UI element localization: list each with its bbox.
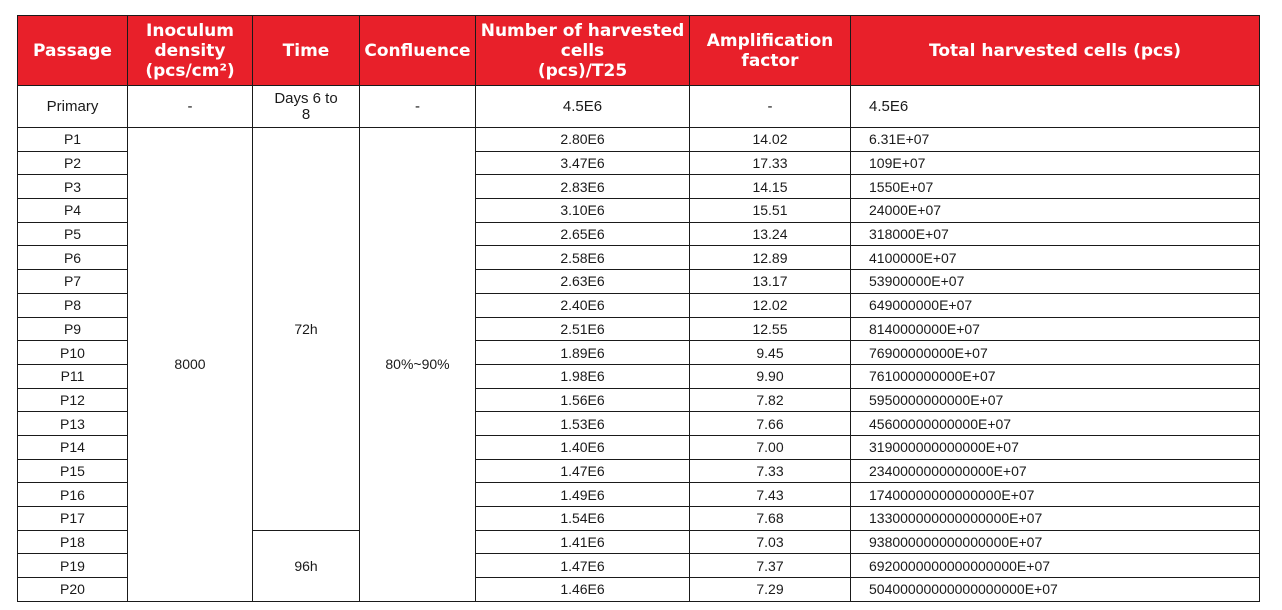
header-harvested-line-2: cells	[560, 40, 605, 61]
cell-total: 109E+07	[851, 151, 1260, 175]
cell-harvested: 1.41E6	[476, 530, 690, 554]
cell-passage: P4	[18, 199, 128, 223]
cell-harvested: 2.63E6	[476, 270, 690, 294]
cell-amplification: -	[690, 86, 851, 128]
cell-harvested: 2.58E6	[476, 246, 690, 270]
header-density-line-3: (pcs/cm²)	[145, 60, 235, 81]
cell-passage: P7	[18, 270, 128, 294]
cell-passage: P3	[18, 175, 128, 199]
cell-amplification: 7.68	[690, 507, 851, 531]
cell-total: 53900000E+07	[851, 270, 1260, 294]
cell-harvested: 1.53E6	[476, 412, 690, 436]
cell-total: 761000000000E+07	[851, 364, 1260, 388]
cell-total: 938000000000000000E+07	[851, 530, 1260, 554]
cell-total: 76900000000E+07	[851, 341, 1260, 365]
cell-harvested: 1.40E6	[476, 435, 690, 459]
cell-harvested: 1.47E6	[476, 459, 690, 483]
header-passage: Passage	[18, 16, 128, 86]
table-row	[18, 128, 1260, 152]
cell-passage: P12	[18, 388, 128, 412]
cell-total: 319000000000000E+07	[851, 435, 1260, 459]
cell-passage: P19	[18, 554, 128, 578]
cell-amplification: 7.66	[690, 412, 851, 436]
cell-passage: P11	[18, 364, 128, 388]
header-amplification-line-2: factor	[741, 50, 799, 71]
cell-amplification: 9.90	[690, 364, 851, 388]
cell-amplification: 15.51	[690, 199, 851, 223]
cell-passage: P9	[18, 317, 128, 341]
cell-amplification: 12.55	[690, 317, 851, 341]
cell-total: 4.5E6	[851, 86, 1260, 128]
cell-amplification: 12.02	[690, 293, 851, 317]
cell-amplification: 7.82	[690, 388, 851, 412]
cell-harvested: 1.49E6	[476, 483, 690, 507]
table-row-primary	[18, 86, 1260, 128]
cell-confluence: -	[360, 86, 476, 128]
cell-time-72h: 72h	[253, 128, 360, 531]
cell-total: 649000000E+07	[851, 293, 1260, 317]
header-density-line-1: Inoculum	[146, 20, 234, 41]
cell-amplification: 17.33	[690, 151, 851, 175]
cell-harvested: 1.56E6	[476, 388, 690, 412]
header-harvested-line-1: Number of harvested	[480, 20, 685, 41]
cell-passage: P6	[18, 246, 128, 270]
cell-amplification: 12.89	[690, 246, 851, 270]
cell-harvested: 1.98E6	[476, 364, 690, 388]
cell-harvested: 4.5E6	[476, 86, 690, 128]
cell-amplification: 7.43	[690, 483, 851, 507]
cell-amplification: 9.45	[690, 341, 851, 365]
cell-passage: P2	[18, 151, 128, 175]
cell-total: 50400000000000000000E+07	[851, 578, 1260, 602]
cell-passage: P10	[18, 341, 128, 365]
cell-harvested: 3.10E6	[476, 199, 690, 223]
header-harvested-cells	[476, 16, 690, 86]
cell-total: 4100000E+07	[851, 246, 1260, 270]
cell-total: 318000E+07	[851, 222, 1260, 246]
cell-harvested: 3.47E6	[476, 151, 690, 175]
cell-total: 1550E+07	[851, 175, 1260, 199]
cell-total: 45600000000000E+07	[851, 412, 1260, 436]
cell-passage-table	[17, 15, 1260, 602]
cell-total: 24000E+07	[851, 199, 1260, 223]
cell-amplification: 14.15	[690, 175, 851, 199]
cell-harvested: 2.40E6	[476, 293, 690, 317]
header-amplification-line-1: Amplification	[706, 30, 834, 51]
header-total-harvested: Total harvested cells (pcs)	[851, 16, 1260, 86]
cell-density-merged: 8000	[128, 128, 253, 602]
cell-passage: P1	[18, 128, 128, 152]
cell-time	[253, 86, 360, 128]
cell-passage: P16	[18, 483, 128, 507]
cell-harvested: 1.47E6	[476, 554, 690, 578]
header-harvested-line-3: (pcs)/T25	[537, 60, 628, 81]
cell-total: 8140000000E+07	[851, 317, 1260, 341]
cell-harvested: 1.54E6	[476, 507, 690, 531]
cell-amplification: 14.02	[690, 128, 851, 152]
cell-amplification: 7.37	[690, 554, 851, 578]
cell-passage: P18	[18, 530, 128, 554]
header-amplification-factor	[690, 16, 851, 86]
cell-total: 2340000000000000E+07	[851, 459, 1260, 483]
cell-passage: P14	[18, 435, 128, 459]
cell-passage: P8	[18, 293, 128, 317]
cell-total: 6920000000000000000E+07	[851, 554, 1260, 578]
cell-total: 6.31E+07	[851, 128, 1260, 152]
cell-harvested: 2.51E6	[476, 317, 690, 341]
cell-passage: Primary	[18, 86, 128, 128]
cell-amplification: 7.00	[690, 435, 851, 459]
header-confluence: Confluence	[360, 16, 476, 86]
header-row	[18, 16, 1260, 86]
cell-time-line-2: 8	[301, 105, 311, 123]
cell-time-96h: 96h	[253, 530, 360, 601]
cell-passage: P17	[18, 507, 128, 531]
cell-harvested: 1.89E6	[476, 341, 690, 365]
header-inoculum-density	[128, 16, 253, 86]
cell-amplification: 7.33	[690, 459, 851, 483]
cell-density: -	[128, 86, 253, 128]
cell-amplification: 13.17	[690, 270, 851, 294]
cell-amplification: 13.24	[690, 222, 851, 246]
cell-passage: P5	[18, 222, 128, 246]
cell-time-line-1: Days 6 to	[274, 89, 338, 107]
cell-harvested: 2.80E6	[476, 128, 690, 152]
cell-passage: P20	[18, 578, 128, 602]
cell-harvested: 2.83E6	[476, 175, 690, 199]
cell-harvested: 1.46E6	[476, 578, 690, 602]
header-density-line-2: density	[154, 40, 226, 61]
cell-passage: P13	[18, 412, 128, 436]
cell-passage: P15	[18, 459, 128, 483]
cell-total: 17400000000000000E+07	[851, 483, 1260, 507]
cell-confluence-merged: 80%~90%	[360, 128, 476, 602]
cell-harvested: 2.65E6	[476, 222, 690, 246]
header-time: Time	[253, 16, 360, 86]
cell-total: 5950000000000E+07	[851, 388, 1260, 412]
cell-amplification: 7.29	[690, 578, 851, 602]
cell-total: 133000000000000000E+07	[851, 507, 1260, 531]
cell-amplification: 7.03	[690, 530, 851, 554]
